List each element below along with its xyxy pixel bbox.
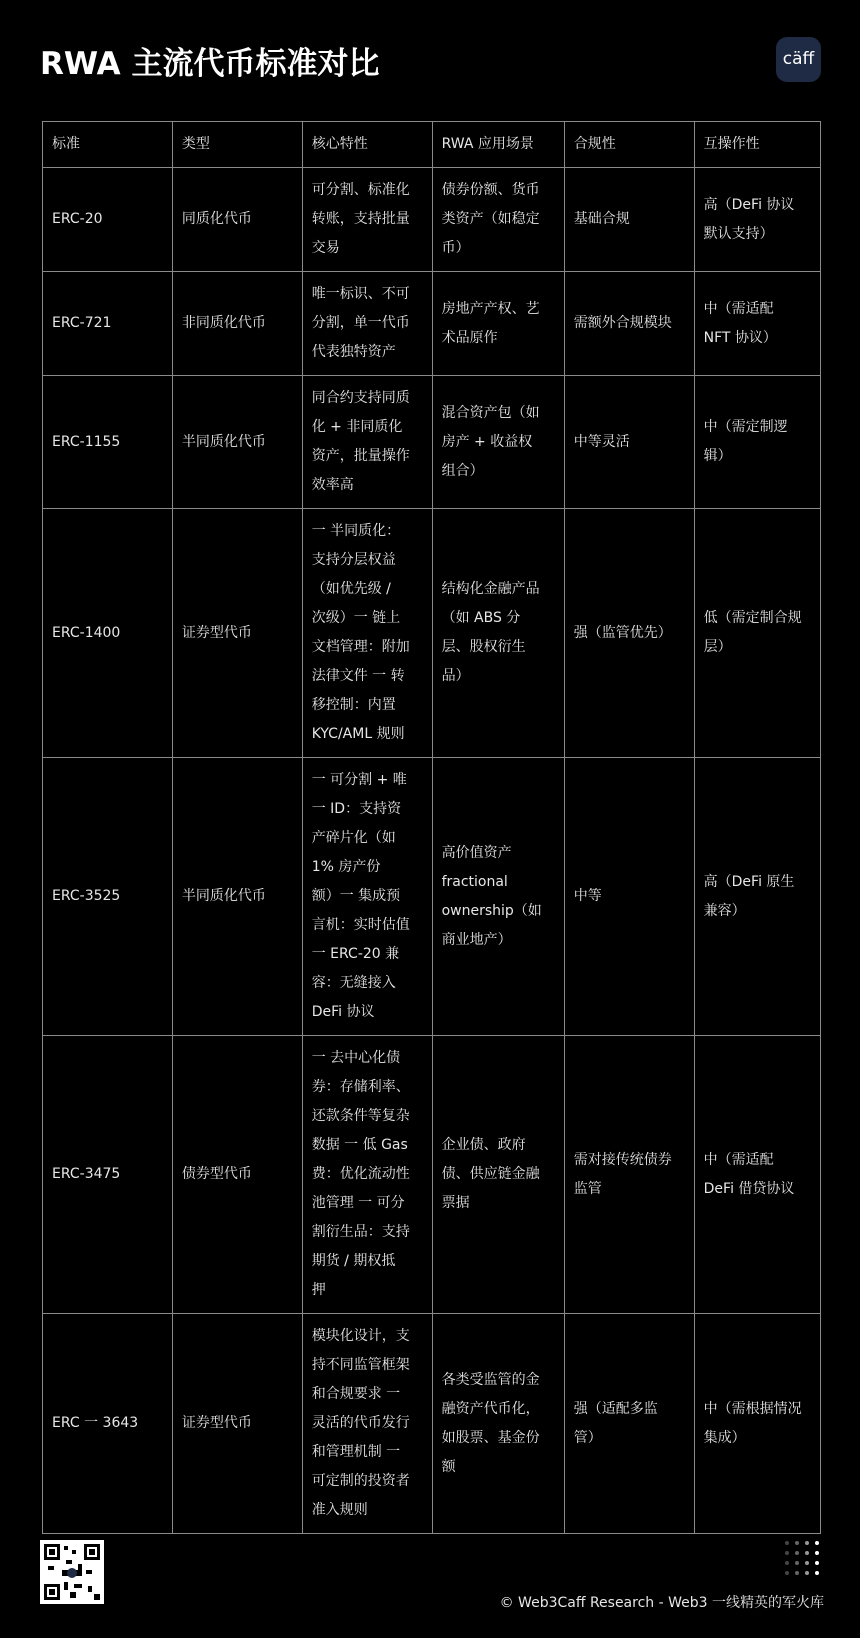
table-cell: ERC 一 3643 [43,1314,173,1534]
table-row [43,509,821,758]
table-cell: 债券份额、货币 类资产（如稳定 币） [432,168,564,272]
table-cell: 证券型代币 [172,1314,302,1534]
table-cell: 同质化代币 [172,168,302,272]
table-cell: 同合约支持同质 化 + 非同质化 资产，批量操作 效率高 [302,376,432,509]
table-cell: 证券型代币 [172,509,302,758]
table-cell: 半同质化代币 [172,376,302,509]
table-row [43,1314,821,1534]
table-cell: 企业债、政府 债、供应链金融 票据 [432,1036,564,1314]
table-cell: 中等 [564,758,694,1036]
table-cell: 低（需定制合规 层） [694,509,820,758]
page-title: RWA 主流代币标准对比 [40,46,380,82]
table-row [43,168,821,272]
table-cell: 强（适配多监 管） [564,1314,694,1534]
table-cell: 需额外合规模块 [564,272,694,376]
table-cell: 高价值资产 fractional ownership（如 商业地产） [432,758,564,1036]
table-cell: 高（DeFi 协议 默认支持） [694,168,820,272]
table-cell: 高（DeFi 原生 兼容） [694,758,820,1036]
column-header: 核心特性 [302,122,432,168]
table-cell: 模块化设计，支 持不同监管框架 和合规要求 一 灵活的代币发行 和管理机制 一 可定制的投资者 准入规则 [302,1314,432,1534]
caff-logo: cäff [776,37,821,82]
table-cell: ERC-721 [43,272,173,376]
table-cell: 中等灵活 [564,376,694,509]
comparison-table [42,121,821,1534]
table-cell: 可分割、标准化 转账，支持批量 交易 [302,168,432,272]
table-cell: 中（需适配 DeFi 借贷协议 [694,1036,820,1314]
table-row [43,272,821,376]
column-header: 标准 [43,122,173,168]
table-cell: 需对接传统债券 监管 [564,1036,694,1314]
table-cell: 结构化金融产品 （如 ABS 分 层、股权衍生 品） [432,509,564,758]
qr-code [40,1540,104,1604]
table-cell: ERC-1155 [43,376,173,509]
table-cell: 房地产产权、艺 术品原作 [432,272,564,376]
table-cell: 一 可分割 + 唯 一 ID：支持资 产碎片化（如 1% 房产份 额）一 集成预 言机：实时估值 一 ERC-20 兼 容：无缝接入 DeFi 协议 [302,758,432,1036]
table-cell: 唯一标识、不可 分割，单一代币 代表独特资产 [302,272,432,376]
dots-pattern-icon [782,1538,822,1578]
copyright-text: © Web3Caff Research - Web3 一线精英的军火库 [499,1595,824,1611]
table-cell: 半同质化代币 [172,758,302,1036]
table-cell: 中（需定制逻 辑） [694,376,820,509]
table-cell: 中（需适配 NFT 协议） [694,272,820,376]
table-header-row [43,122,821,168]
column-header: 类型 [172,122,302,168]
table-cell: 基础合规 [564,168,694,272]
table-row [43,376,821,509]
table-cell: ERC-3475 [43,1036,173,1314]
table-cell: 混合资产包（如 房产 + 收益权 组合） [432,376,564,509]
table-cell: 各类受监管的金 融资产代币化， 如股票、基金份 额 [432,1314,564,1534]
column-header: 互操作性 [694,122,820,168]
table-cell: 中（需根据情况 集成） [694,1314,820,1534]
table-cell: ERC-3525 [43,758,173,1036]
column-header: 合规性 [564,122,694,168]
table-cell: 债券型代币 [172,1036,302,1314]
table-cell: 一 去中心化债 券：存储利率、 还款条件等复杂 数据 一 低 Gas 费：优化流动性 池管理 一 可分 割衍生品：支持 期货 / 期权抵 押 [302,1036,432,1314]
table-cell: 一 半同质化： 支持分层权益 （如优先级 / 次级）一 链上 文档管理：附加 法律文件 一 转 移控制：内置 KYC/AML 规则 [302,509,432,758]
column-header: RWA 应用场景 [432,122,564,168]
table-cell: ERC-1400 [43,509,173,758]
table-row [43,758,821,1036]
table-cell: ERC-20 [43,168,173,272]
table-row [43,1036,821,1314]
table-cell: 非同质化代币 [172,272,302,376]
table-cell: 强（监管优先） [564,509,694,758]
